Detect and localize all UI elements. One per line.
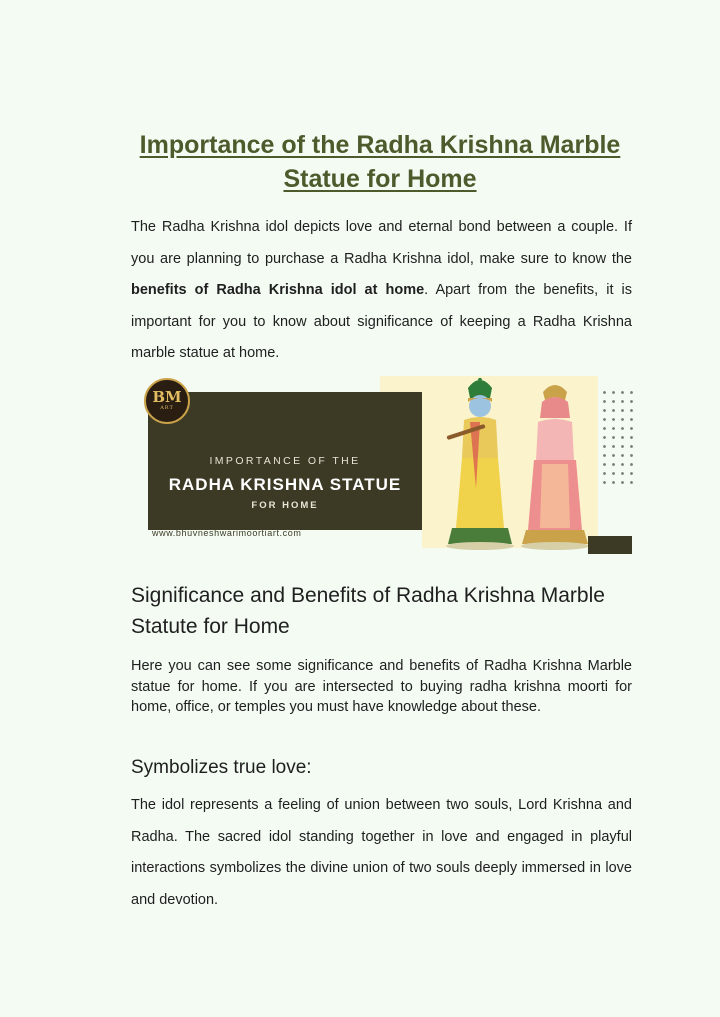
banner-line-1: IMPORTANCE OF THE [209, 455, 361, 467]
subsection-paragraph: The idol represents a feeling of union between two souls, Lord Krishna and Radha. The sacred idol standing together in love and engaged in playful interactions symbolizes the divine union of two souls deeply immersed in love and devotion. [131, 797, 632, 908]
subsection-heading: Symbolizes true love: [131, 757, 312, 778]
logo-subtext: ART [160, 405, 174, 411]
page-title: Importance of the Radha Krishna Marble Statue for Home [139, 131, 621, 193]
decorative-dot-grid [600, 388, 634, 488]
brand-logo [144, 378, 190, 424]
section-heading: Significance and Benefits of Radha Krishna Marble Statute for Home [131, 584, 605, 638]
logo-monogram: BM [152, 388, 182, 406]
banner-image [140, 370, 636, 556]
banner-line-3: FOR HOME [251, 500, 319, 511]
section-paragraph: Here you can see some significance and benefits of Radha Krishna Marble statue for home. If you are intersected to buying radha krishna moorti for home, office, or temples you must have knowledge about these. [131, 658, 632, 715]
banner-text-panel [148, 388, 422, 530]
intro-text-start: The Radha Krishna idol depicts love and eternal bond between a couple. If you are planning to purchase a Radha Krishna idol, make sure to know the [131, 219, 632, 267]
banner-url: www.bhuvneshwarimoortiart.com [152, 528, 302, 538]
krishna-statue-figure [440, 378, 520, 550]
radha-statue-figure [516, 378, 594, 550]
intro-bold-link-text: benefits of Radha Krishna idol at home [131, 282, 425, 298]
banner-line-2: RADHA KRISHNA STATUE [168, 475, 402, 494]
intro-text-end: . Apart from the benefits, it is important for you to know about significance of keeping a Radha Krishna marble statue at home. [131, 282, 632, 361]
decorative-corner-block [588, 536, 632, 554]
intro-paragraph [131, 212, 632, 370]
